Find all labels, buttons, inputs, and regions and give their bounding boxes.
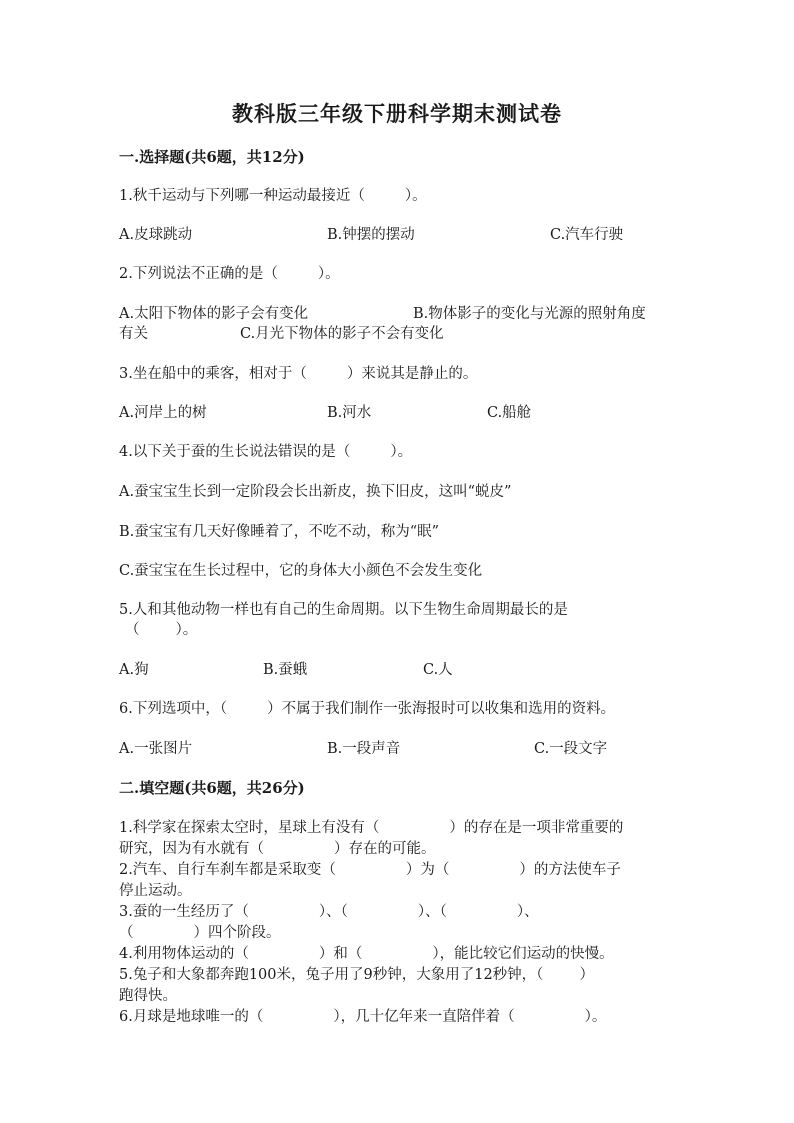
fill-6-text-b: ），几十亿年来一直陪伴着（ [333, 1009, 515, 1025]
q3-option-a: A.河岸上的树 [119, 405, 207, 421]
question-3-stem-end: ）来说其是静止的。 [346, 366, 478, 382]
fill-3-text-a: 3.蚕的一生经历了（ [119, 904, 249, 920]
question-5-paren-open: （ [125, 622, 140, 638]
fill-1-text-a: 1.科学家在探索太空时，星球上有没有（ [119, 820, 380, 836]
question-6 [119, 699, 615, 719]
fill-6 [119, 1007, 606, 1027]
question-6-stem-end: ）不属于我们制作一张海报时可以收集和选用的资料。 [267, 701, 616, 717]
question-3 [119, 364, 477, 384]
q1-option-c: C.汽车行驶 [550, 227, 624, 243]
question-1 [119, 186, 427, 206]
question-3-stem: 3.坐在船中的乘客，相对于（ [119, 366, 307, 382]
fill-3-text-b: ）、（ [318, 904, 348, 920]
q1-option-a: A.皮球跳动 [119, 227, 193, 243]
fill-3-text-d: ）、 [516, 904, 539, 920]
fill-4-text-a: 4.利用物体运动的（ [119, 946, 249, 962]
q4-option-a: A.蚕宝宝生长到一定阶段会长出新皮，换下旧皮，这叫“蜕皮” [119, 484, 512, 500]
question-1-stem-end: ）。 [404, 188, 427, 204]
question-5-stem-cont [125, 620, 197, 640]
question-2-stem-end: ）。 [317, 266, 340, 282]
q4-option-c: C.蚕宝宝在生长过程中，它的身体大小颜色不会发生变化 [119, 563, 483, 579]
fill-2-line-2: 停止运动。 [119, 883, 192, 899]
question-4 [119, 442, 412, 462]
question-1-stem: 1.秋千运动与下列哪一种运动最接近（ [119, 188, 365, 204]
fill-3-line-1 [119, 902, 539, 922]
q5-option-b: B.蚕蛾 [263, 662, 308, 678]
fill-1-line-2 [119, 839, 436, 859]
q6-option-a: A.一张图片 [119, 741, 193, 757]
fill-3-text-f: ）四个阶段。 [193, 925, 281, 941]
question-4-stem: 4.以下关于蚕的生长说法错误的是（ [119, 444, 351, 460]
fill-2-text-b: ）为（ [405, 862, 450, 878]
question-5-stem: 5.人和其他动物一样也有自己的生命周期。以下生物生命周期最长的是 [119, 602, 568, 618]
fill-6-text-a: 6.月球是地球唯一的（ [119, 1009, 264, 1025]
fill-3-text-c: ）、（ [417, 904, 447, 920]
fill-1-text-d: ）存在的可能。 [334, 841, 436, 857]
fill-2-line-1 [119, 860, 621, 880]
fill-5-text-b: ） [579, 967, 594, 983]
q2-option-b: B.物体影子的变化与光源的照射角度 [413, 306, 646, 322]
q2-option-a: A.太阳下物体的影子会有变化 [119, 306, 309, 322]
q5-option-a: A.狗 [119, 662, 149, 678]
fill-3-text-e: （ [119, 925, 134, 941]
q5-option-c: C.人 [423, 662, 453, 678]
fill-3-line-2 [119, 923, 281, 943]
fill-2-text-c: ）的方法使车子 [519, 862, 621, 878]
fill-2-text-a: 2.汽车、自行车刹车都是采取变（ [119, 862, 336, 878]
q3-option-c: C.船舱 [487, 405, 532, 421]
q6-option-b: B.一段声音 [327, 741, 401, 757]
page-title: 教科版三年级下册科学期末测试卷 [232, 101, 562, 126]
question-2 [119, 264, 340, 284]
question-6-stem: 6.下列选项中，（ [119, 701, 228, 717]
fill-6-text-c: ）。 [584, 1009, 607, 1025]
fill-5-line-1 [119, 965, 594, 985]
fill-5-text-a: 5.兔子和大象都奔跑100米，兔子用了9秒钟，大象用了12秒钟，（ [119, 967, 544, 983]
question-4-stem-end: ）。 [390, 444, 413, 460]
q2-option-c: C.月光下物体的影子不会有变化 [240, 326, 444, 342]
question-5-paren-close: ）。 [175, 622, 198, 638]
fill-4-text-b: ）和（ [318, 946, 363, 962]
fill-4 [119, 944, 614, 964]
fill-1-text-b: ）的存在是一项非常重要的 [449, 820, 624, 836]
fill-4-text-c: ），能比较它们运动的快慢。 [432, 946, 614, 962]
q6-option-c: C.一段文字 [534, 741, 608, 757]
q4-option-b: B.蚕宝宝有几天好像睡着了，不吃不动，称为“眠” [119, 524, 440, 540]
q1-option-b: B.钟摆的摆动 [327, 227, 415, 243]
section-heading-fill: 二.填空题(共6题，共26分) [119, 779, 305, 797]
fill-5-line-2: 跑得快。 [119, 988, 177, 1004]
fill-1-text-c: 研究，因为有水就有（ [119, 841, 264, 857]
q3-option-b: B.河水 [327, 405, 372, 421]
fill-1-line-1 [119, 818, 623, 838]
q2-option-b-cont: 有关 [119, 326, 148, 342]
question-2-stem: 2.下列说法不正确的是（ [119, 266, 278, 282]
section-heading-choice: 一.选择题(共6题，共12分) [119, 148, 305, 166]
